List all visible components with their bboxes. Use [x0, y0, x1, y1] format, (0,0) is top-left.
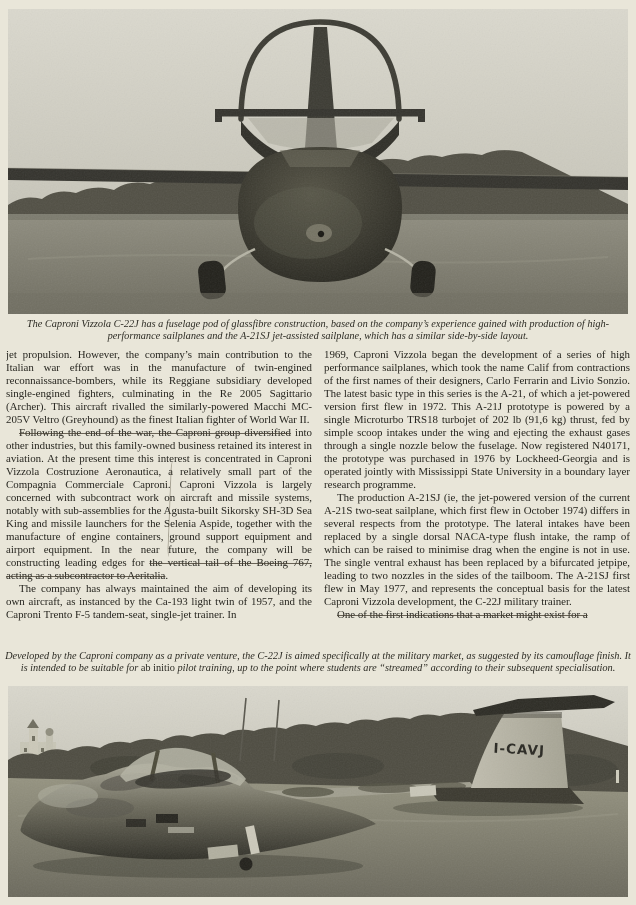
struck-text: One of the first indications that a market might exist for a — [337, 609, 588, 621]
struck-text: the vertical tail of the Boeing 767, acting as a subcontractor to Aeritalia — [6, 557, 312, 582]
paragraph-text: 1969, Caproni Vizzola began the development of a series of high performance sailplanes, which took the name Calif from contractions of the first names of their designers, Carlo Ferrarin and Livio Sonzio. The latest basic type in this series is the A-21, of which a jet-powered version first flew in 1972. This A-21J prototype is powered by a single Microturbo TRS18 turbojet of 202 lb (91,6 kg) thrust, fed by simple scoop intakes under the wing and ejecting the exhaust gases through a single nozzle below the fuselage. Now registered N40171, the prototype was purchased in 1976 by Lockheed-Georgia and is operated jointly with Mississippi State University in a boundary layer research programme. — [324, 349, 630, 491]
paragraph-text: jet propulsion. However, the company’s main contribution to the Italian war effort was in the manufacture of twin-engined reconnaissance-bombers, while its Reggiane subsidiary developed single-engined fighters, culminating in the Re 2005 Sagittario (Archer). This aircraft rivalled the similarly-powered Macchi MC-205V Veltro (Greyhound) as the finest Italian fighter of World War II. — [6, 349, 312, 426]
paragraph — [6, 349, 312, 427]
article-column-left — [6, 349, 312, 649]
paragraph-text: The company has always maintained the aim of developing its own aircraft, as instanced by the Ca-193 light twin of 1957, and the Caproni Trento F-5 tandem-seat, single-jet trainer. In — [6, 583, 312, 621]
caption-text: pilot training, up to the point where students are “streamed” according to their subsequent specialisation. — [174, 662, 616, 674]
paragraph — [324, 609, 630, 622]
photo-top — [8, 9, 628, 314]
caption-text: Developed by the Caproni company as a private venture, the C-22J is aimed specifically at the military market, as suggested by its camouflage finish. It is intended to be suitable for — [5, 651, 631, 674]
paragraph-text: The production A-21SJ (ie, the jet-powered version of the current A-21S two-seat sailplane, which first flew in October 1974) differs in several respects from the prototype. The lateral intakes have been replaced by a single dorsal NACA-type flush intake, the ramp of which can be raised to minimise drag when the engine is not in use. The single ventral exhaust has been replaced by a bifurcated jetpipe, leading to two nozzles in the sides of the tailboom. The A-21SJ first flew in May 1977, and represents the conceptual basis for the latest Caproni Vizzola development, the C-22J military trainer. — [324, 492, 630, 608]
paragraph-text: into other industries, but this family-owned business retained its interest in aviation. At the present time this interest is concentrated in Caproni Vizzola Costruzione Aeronautica, a relatively small part of the Compagnia Commerciale Caproni. Caproni Vizzola is largely concerned with subcontract work on aircraft and missile systems, notably with sub-assemblies for the Agusta-built Sikorsky SH-3D Sea King and missile launchers for the Selenia Aspide, together with the manufacture of engine containers, ground support equipment and airport equipment. In the near future, the company will be constructing leading edges for — [6, 427, 312, 569]
paragraph — [324, 349, 630, 492]
paragraph — [6, 427, 312, 583]
photo-top-illustration — [8, 9, 628, 314]
caption-latin-text: ab initio — [140, 662, 175, 674]
photo-bottom-illustration — [8, 686, 628, 897]
paragraph — [324, 492, 630, 609]
film-grain — [8, 686, 628, 897]
paragraph — [6, 583, 312, 622]
struck-text: Following the end of the war, the Caproni group diversified — [19, 427, 291, 439]
paragraph-text: . — [165, 570, 169, 582]
article-column-right — [324, 349, 630, 649]
film-grain — [8, 9, 628, 314]
photo-bottom — [8, 686, 628, 897]
photo-bottom-caption — [4, 651, 632, 674]
photo-top-caption: The Caproni Vizzola C-22J has a fuselage pod of glassfibre construction, based on the company’s experience gained with production of high-performance sailplanes and the A-21SJ jet-assisted sailplane, which has a similar side-by-side layout. — [26, 319, 610, 342]
registration-marking: I-CAVJ — [493, 740, 546, 760]
article-body — [6, 349, 630, 649]
